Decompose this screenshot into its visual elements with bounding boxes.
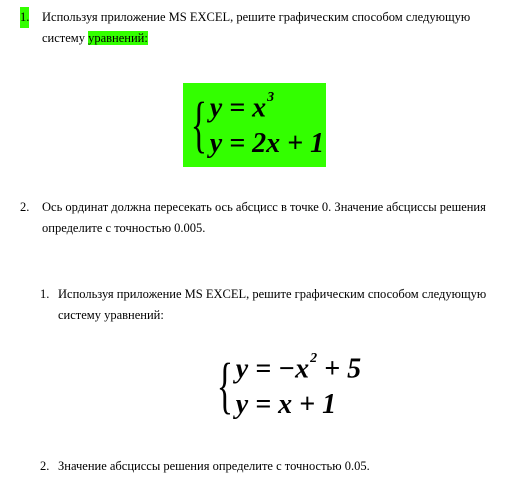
task2-item-2 <box>40 456 500 477</box>
equation-system-2 <box>210 343 380 429</box>
instruction-line <box>42 28 500 49</box>
equation-text: y = x <box>209 92 267 124</box>
exponent: 3 <box>267 90 275 106</box>
equation-line <box>210 89 324 125</box>
equation-line: y = 2x + 1 <box>209 127 325 159</box>
instruction-text: систему <box>42 31 89 45</box>
equation-text: y = −x <box>235 353 310 385</box>
brace-icon: { <box>216 352 234 420</box>
list-number: 2. <box>40 459 50 473</box>
list-number: 1. <box>20 7 29 28</box>
equation-line <box>236 350 361 386</box>
brace-icon: { <box>190 91 208 159</box>
equation-text: + 5 <box>317 353 362 385</box>
highlighted-word: уравнений: <box>88 31 148 45</box>
list-number: 1. <box>40 287 50 301</box>
exponent: 2 <box>310 351 318 367</box>
task1-item-2 <box>20 197 500 239</box>
instruction-line: Используя приложение MS EXCEL, решите графическим способом следующую <box>58 287 487 301</box>
instruction-line: Используя приложение MS EXCEL, решите графическим способом следующую <box>42 10 471 24</box>
equation-lines <box>236 350 361 421</box>
equation-system-1 <box>183 83 326 167</box>
equation-line: y = x + 1 <box>235 388 337 420</box>
equation-lines <box>210 89 324 160</box>
list-number: 2. <box>20 200 30 214</box>
task1-item-1 <box>20 7 500 49</box>
instruction-line: Значение абсциссы решения определите с точностью 0.05. <box>58 459 370 473</box>
instruction-line: систему уравнений: <box>58 308 164 322</box>
task2-item-1 <box>40 284 500 326</box>
instruction-line: определите с точностью 0.005. <box>42 221 206 235</box>
instruction-line: Ось ординат должна пересекать ось абсцисс в точке 0. Значение абсциссы решения <box>42 200 486 214</box>
